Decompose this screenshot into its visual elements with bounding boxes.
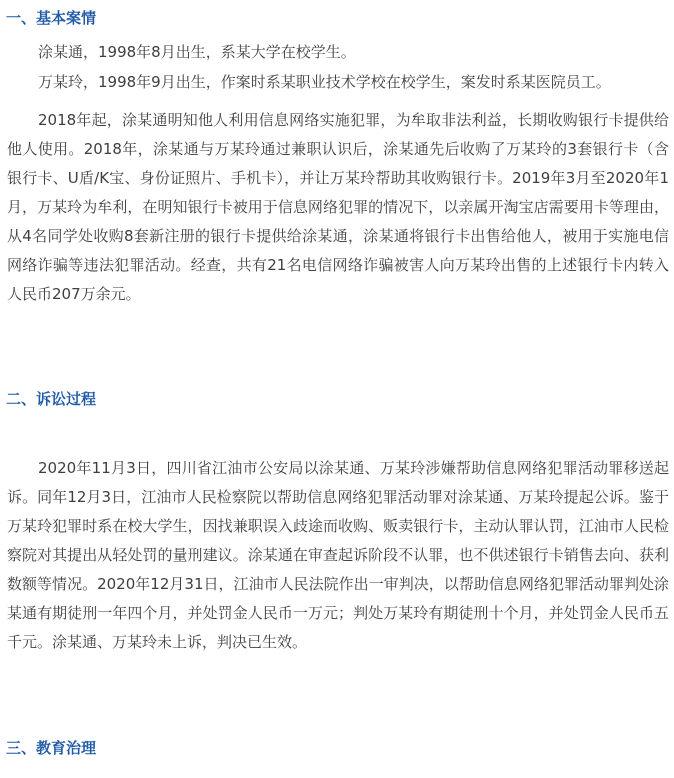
- section-heading-education-governance: 三、教育治理: [6, 739, 97, 757]
- paragraph-wan-profile: 万某玲，1998年9月出生，作案时系某职业技术学校在校学生，案发时系某医院员工。: [38, 73, 611, 91]
- section-heading-basic-facts: 一、基本案情: [6, 9, 97, 27]
- paragraph-tu-profile: 涂某通，1998年8月出生，系某大学在校学生。: [38, 43, 356, 61]
- section-heading-litigation: 二、诉讼过程: [6, 390, 97, 408]
- paragraph-litigation-process: 2020年11月3日，四川省江油市公安局以涂某通、万某玲涉嫌帮助信息网络犯罪活动罪移送起诉。同年12月3日，江油市人民检察院以帮助信息网络犯罪活动罪对涂某通、万某玲提起公诉。鉴于万某玲犯罪时系在校大学生，因找兼职误入歧途而收购、贩卖银行卡，主动认罪认罚，江油市人民检察院对其提出从轻处罚的量刑建议。涂某通在审查起诉阶段不认罪，也不供述银行卡销售去向、获利数额等情况。2020年12月31日，江油市人民法院作出一审判决，以帮助信息网络犯罪活动罪判处涂某通有期徒刑一年四个月，并处罚金人民币一万元；判处万某玲有期徒刑十个月，并处罚金人民币五千元。涂某通、万某玲未上诉，判决已生效。: [7, 459, 669, 651]
- paragraph-case-facts: 2018年起，涂某通明知他人利用信息网络实施犯罪，为牟取非法利益，长期收购银行卡提供给他人使用。2018年，涂某通与万某玲通过兼职认识后，涂某通先后收购了万某玲的3套银行卡（含银行卡、U盾/K宝、身份证照片、手机卡），并让万某玲帮助其收购银行卡。2019年3月至2020年1月，万某玲为牟利，在明知银行卡被用于信息网络犯罪的情况下，以亲属开淘宝店需要用卡等理由，从4名同学处收购8套新注册的银行卡提供给涂某通，涂某通将银行卡出售给他人，被用于实施电信网络诈骗等违法犯罪活动。经查，共有21名电信网络诈骗被害人向万某玲出售的上述银行卡内转入人民币207万余元。: [7, 111, 669, 303]
